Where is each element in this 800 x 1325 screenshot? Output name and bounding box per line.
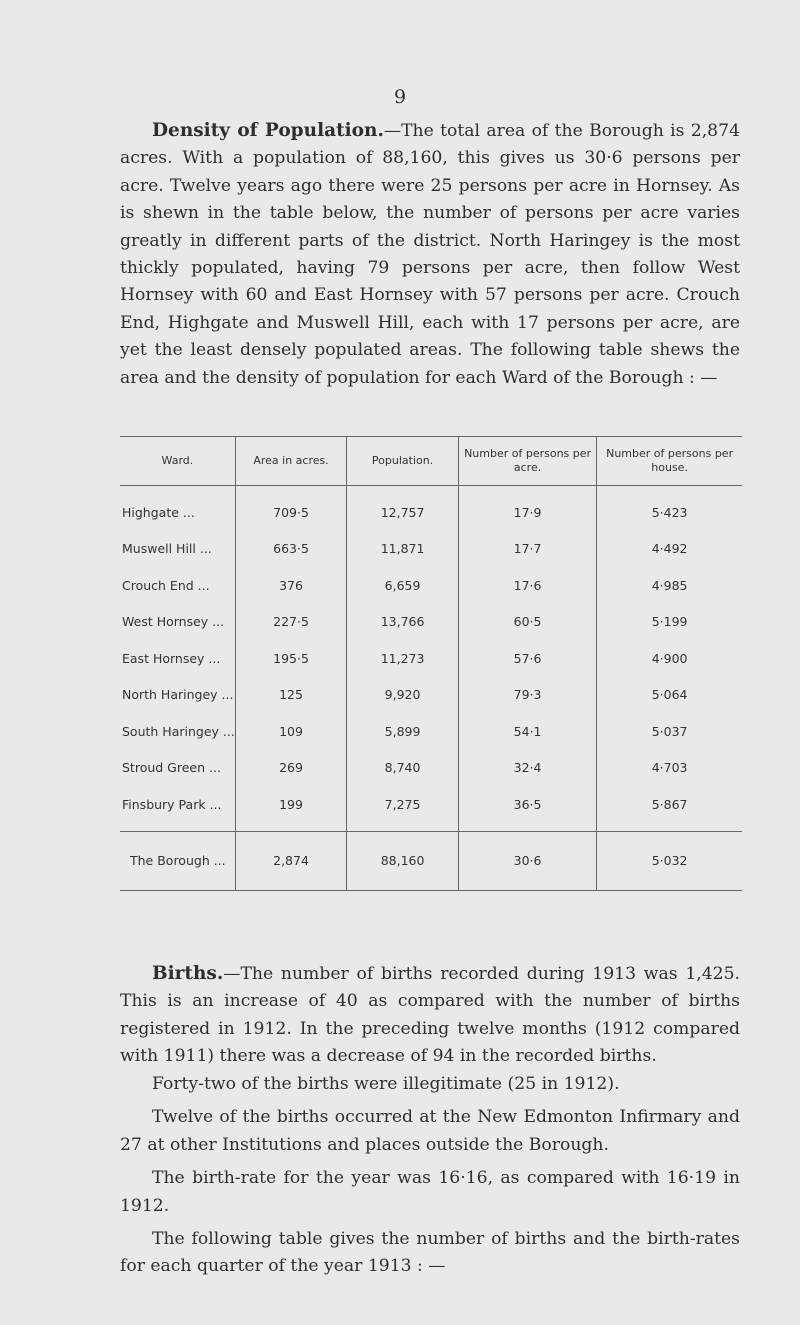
population-cell: 7,275 [347, 786, 459, 831]
births-paragraph-2: Forty-two of the births were illegitimate (25 in 1912). [152, 1074, 620, 1094]
persons-per-house-cell: 4·985 [597, 567, 742, 604]
density-text: —The total area of the Borough is 2,874 acres. With a population of 88,160, this gives us 30·6 persons per acre. Twelve years ago there were 25 persons per acre in Hornsey. As is shewn in the table below, the number of persons per acre varies greatly in different parts of the district. North Haringey is the most thickly populated, having 79 persons per acre, then follow West Hornsey with 60 and East Hornsey with 57 persons per acre. Crouch End, Highgate and Muswell Hill, each with 17 persons per acre, are yet the least densely populated areas. The following table shews the area and the density of population for each Ward of the Borough : — [120, 121, 740, 388]
persons-per-acre-cell: 17·9 [458, 486, 596, 531]
ward-cell: Muswell Hill ... [122, 541, 212, 557]
col-header-ward: Ward. [120, 437, 235, 486]
area-cell: 709·5 [235, 486, 346, 531]
ward-cell: South Haringey ... [122, 723, 235, 739]
persons-per-acre-cell: 79·3 [458, 677, 596, 714]
births-paragraph [120, 960, 740, 1071]
births-text: —The number of births recorded during 1913 was 1,425. This is an increase of 40 as compared with the number of births registered in 1912. In the preceding twelve months (1912 compared with 1911) there was a decrease of 94 in the recorded births. [120, 964, 740, 1067]
area-cell: 663·5 [235, 531, 346, 568]
table-row [120, 567, 742, 604]
ward-cell: Finsbury Park ... [122, 796, 222, 812]
population-cell: 11,871 [347, 531, 459, 568]
total-area-cell: 2,874 [235, 831, 346, 890]
population-cell: 13,766 [347, 604, 459, 641]
table-row [120, 786, 742, 831]
ward-cell: East Hornsey ... [122, 650, 221, 666]
persons-per-house-cell: 4·492 [597, 531, 742, 568]
persons-per-house-cell: 5·064 [597, 677, 742, 714]
persons-per-acre-cell: 57·6 [458, 640, 596, 677]
ward-cell: West Hornsey ... [122, 614, 225, 630]
persons-per-house-cell: 4·703 [597, 750, 742, 787]
total-label-cell: The Borough ... [120, 831, 235, 890]
births-paragraph-4: The birth-rate for the year was 16·16, as compared with 16·19 in 1912. [120, 1168, 740, 1216]
population-cell: 11,273 [347, 640, 459, 677]
table-row [120, 531, 742, 568]
births-paragraph-5: The following table gives the number of births and the birth-rates for each quarter of the year 1913 : — [120, 1229, 740, 1277]
persons-per-acre-cell: 54·1 [458, 713, 596, 750]
persons-per-acre-cell: 17·6 [458, 567, 596, 604]
col-header-area: Area in acres. [235, 437, 346, 486]
col-header-persons-per-house: Number of persons per house. [597, 437, 742, 486]
area-cell: 199 [235, 786, 346, 831]
table-row [120, 604, 742, 641]
ward-cell: Highgate ... [122, 504, 195, 520]
ward-cell: Stroud Green ... [122, 760, 221, 776]
table-total-row [120, 831, 742, 890]
col-header-population: Population. [347, 437, 459, 486]
persons-per-acre-cell: 17·7 [458, 531, 596, 568]
table-row [120, 750, 742, 787]
area-cell: 227·5 [235, 604, 346, 641]
page-number: 9 [393, 86, 407, 108]
table-row [120, 677, 742, 714]
persons-per-acre-cell: 60·5 [458, 604, 596, 641]
table-row [120, 640, 742, 677]
table-row [120, 486, 742, 531]
area-cell: 125 [235, 677, 346, 714]
area-cell: 269 [235, 750, 346, 787]
density-paragraph [120, 117, 740, 392]
persons-per-house-cell: 5·867 [597, 786, 742, 831]
births-paragraph-3: Twelve of the births occurred at the New Edmonton Infirmary and 27 at other Institutions and places outside the Borough. [120, 1107, 740, 1155]
area-cell: 109 [235, 713, 346, 750]
births-heading: Births. [152, 963, 224, 984]
total-persons-per-acre-cell: 30·6 [458, 831, 596, 890]
persons-per-acre-cell: 36·5 [458, 786, 596, 831]
persons-per-house-cell: 5·423 [597, 486, 742, 531]
col-header-persons-per-acre: Number of persons per acre. [458, 437, 596, 486]
area-cell: 376 [235, 567, 346, 604]
total-persons-per-house-cell: 5·032 [597, 831, 742, 890]
births-details [120, 1071, 740, 1287]
persons-per-house-cell: 5·037 [597, 713, 742, 750]
population-cell: 12,757 [347, 486, 459, 531]
table-row [120, 713, 742, 750]
persons-per-house-cell: 5·199 [597, 604, 742, 641]
area-cell: 195·5 [235, 640, 346, 677]
table-header-row [120, 437, 742, 486]
population-cell: 5,899 [347, 713, 459, 750]
persons-per-acre-cell: 32·4 [458, 750, 596, 787]
population-cell: 9,920 [347, 677, 459, 714]
density-heading: Density of Population. [152, 120, 384, 141]
ward-cell: North Haringey ... [122, 687, 234, 703]
population-cell: 8,740 [347, 750, 459, 787]
population-cell: 6,659 [347, 567, 459, 604]
ward-cell: Crouch End ... [122, 577, 210, 593]
persons-per-house-cell: 4·900 [597, 640, 742, 677]
total-population-cell: 88,160 [347, 831, 459, 890]
ward-density-table [120, 436, 742, 891]
